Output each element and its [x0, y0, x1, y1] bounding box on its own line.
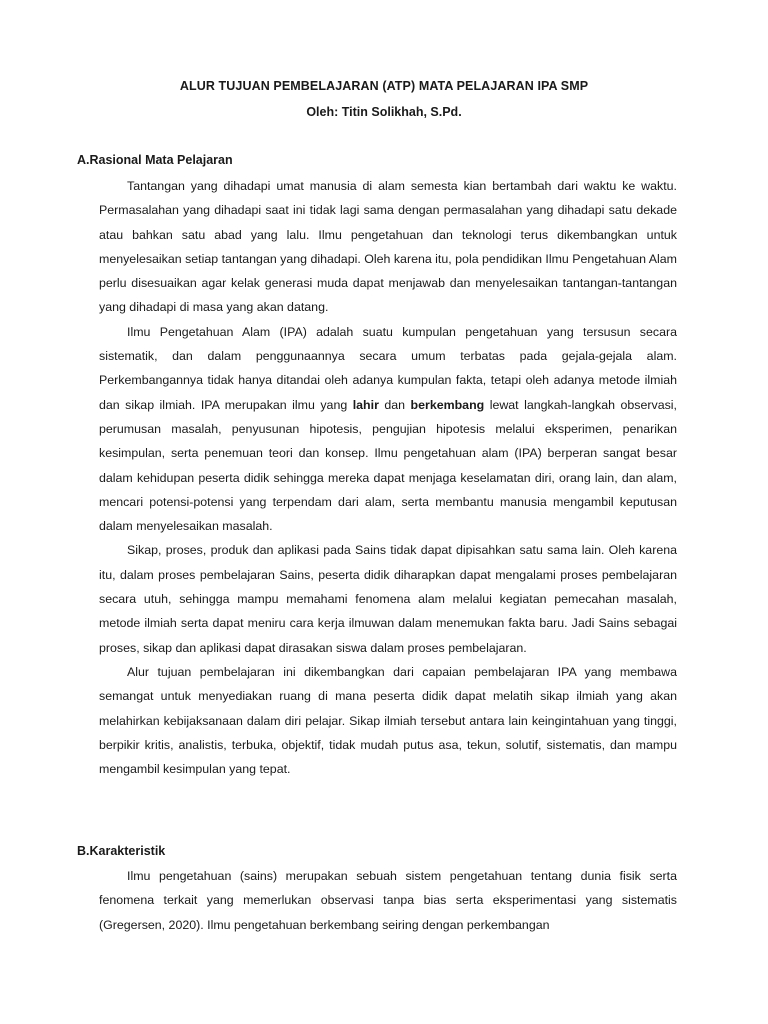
text-span: lewat langkah-langkah observasi, perumusan masalah, penyusunan hipotesis, pengujian hipotesis melalui eksperimen, penarikan kesimpulan, serta penemuan teori dan konsep. Ilmu pengetahuan alam (IPA) berperan sangat besar dalam kehidupan peserta didik sehingga mereka dapat menjaga keselamatan diri, orang lain, dan alam, mencari potensi-potensi yang terpendam dari alam, serta membantu manusia mengambil keputusan dalam menyelesaikan masalah.	[99, 397, 677, 534]
bold-term-berkembang: berkembang	[410, 397, 485, 412]
document-author: Oleh: Titin Solikhah, S.Pd.	[306, 105, 462, 119]
text-span: Ilmu Pengetahuan Alam (IPA) adalah suatu kumpulan pengetahuan yang tersusun secara sistematik, dan dalam penggunaannya secara umum terbatas pada gejala-gejala alam. Perkembangannya tidak hanya ditandai oleh adanya kumpulan fakta, tetapi oleh adanya metode ilmiah dan sikap ilmiah. IPA merupakan ilmu yang	[99, 324, 677, 412]
section-b-heading: B.Karakteristik	[77, 844, 166, 858]
document-title: ALUR TUJUAN PEMBELAJARAN (ATP) MATA PELAJARAN IPA SMP	[179, 79, 589, 93]
paragraph	[99, 320, 677, 539]
paragraph: Ilmu pengetahuan (sains) merupakan sebuah sistem pengetahuan tentang dunia fisik serta fenomena terkait yang memerlukan observasi tanpa bias serta eksperimentasi yang sistematis (Gregersen, 2020). Ilmu pengetahuan berkembang seiring dengan perkembangan	[99, 869, 677, 932]
bold-term-lahir: lahir	[352, 397, 379, 412]
text-span: dan	[378, 397, 411, 412]
section-a-heading: A.Rasional Mata Pelajaran	[77, 153, 233, 167]
paragraph: Alur tujuan pembelajaran ini dikembangkan dari capaian pembelajaran IPA yang membawa semangat untuk menyediakan ruang di mana peserta didik dapat melatih sikap ilmiah yang akan melahirkan kebijaksanaan dalam diri pelajar. Sikap ilmiah tersebut antara lain keingintahuan yang tinggi, berpikir kritis, analistis, terbuka, objektif, tidak mudah putus asa, tekun, solutif, sistematis, dan mampu mengambil kesimpulan yang tepat.	[99, 664, 677, 777]
paragraph: Tantangan yang dihadapi umat manusia di alam semesta kian bertambah dari waktu ke waktu. Permasalahan yang dihadapi saat ini tidak lagi sama dengan permasalahan yang dihadapi satu dekade atau bahkan satu abad yang lalu. Ilmu pengetahuan dan teknologi terus dikembangkan untuk menyelesaikan setiap tantangan yang dihadapi. Oleh karena itu, pola pendidikan Ilmu Pengetahuan Alam perlu disesuaikan agar kelak generasi muda dapat menjawab dan menyelesaikan tantangan-tantangan yang dihadapi di masa yang akan datang.	[99, 179, 677, 315]
section-a-body	[99, 174, 677, 781]
section-b-body	[99, 864, 677, 937]
paragraph: Sikap, proses, produk dan aplikasi pada Sains tidak dapat dipisahkan satu sama lain. Oleh karena itu, dalam proses pembelajaran Sains, peserta didik diharapkan dapat mengalami proses pembelajaran secara utuh, sehingga mampu memahami fenomena alam melalui kegiatan pemecahan masalah, metode ilmiah serta dapat meniru cara kerja ilmuwan dalam menemukan fakta baru. Jadi Sains sebagai proses, sikap dan aplikasi dapat dirasakan siswa dalam proses pembelajaran.	[99, 543, 677, 655]
